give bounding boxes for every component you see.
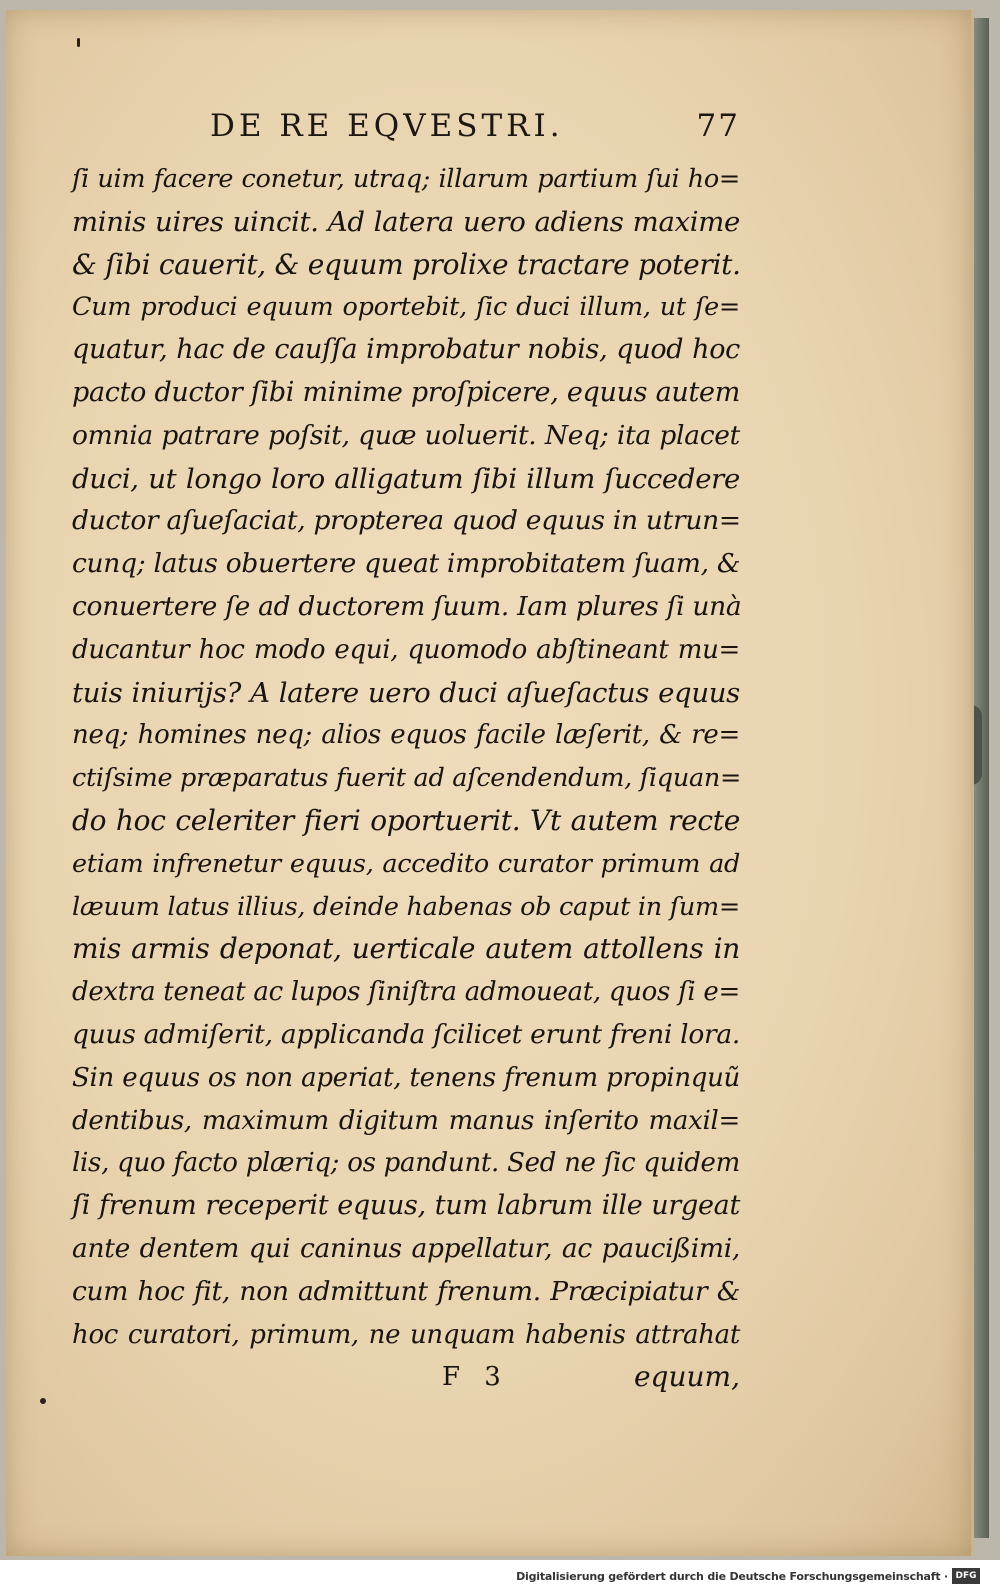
book-page bbox=[6, 10, 974, 1556]
text-line: omnia patrare poſsit, quæ uoluerit. Neq; ita placet bbox=[72, 419, 740, 451]
dfg-logo-icon: DFG bbox=[952, 1568, 980, 1584]
text-line: etiam infrenetur equus, accedito curator primum ad bbox=[72, 848, 740, 879]
text-line: mis armis deponat, uerticale autem attollens in bbox=[72, 932, 740, 966]
text-line: Sin equus os non aperiat, tenens frenum propinquũ bbox=[72, 1062, 740, 1093]
text-line: dextra teneat ac lupos ſiniſtra admoueat, quos ſi e= bbox=[72, 977, 740, 1008]
digitization-footer bbox=[0, 1560, 1000, 1592]
text-line: Cum produci equum oportebit, ſic duci illum, ut ſe= bbox=[72, 292, 740, 323]
text-line: conuertere ſe ad ductorem ſuum. Iam plures ſi unà bbox=[72, 590, 742, 622]
text-line: ante dentem qui caninus appellatur, ac paucißimi, bbox=[72, 1232, 740, 1264]
page-number: 77 bbox=[696, 108, 740, 144]
signature-mark: F 3 bbox=[442, 1362, 509, 1392]
ink-speck bbox=[77, 38, 80, 47]
text-line: do hoc celeriter fieri oportuerit. Vt autem recte bbox=[72, 803, 740, 837]
text-line: cum hoc fit, non admittunt frenum. Præcipiatur & bbox=[72, 1275, 740, 1307]
text-line: læuum latus illius, deinde habenas ob caput in ſum= bbox=[72, 891, 740, 922]
text-line: tuis iniurijs? A latere uero duci aſueſactus equus bbox=[72, 676, 740, 709]
text-line: ducantur hoc modo equi, quomodo abſtineant mu= bbox=[72, 634, 740, 665]
text-line: minis uires uincit. Ad latera uero adiens maxime bbox=[72, 205, 740, 238]
text-line: ſi frenum receperit equus, tum labrum ille urgeat bbox=[72, 1190, 740, 1222]
text-line: dentibus, maximum digitum manus inſerito maxil= bbox=[72, 1105, 740, 1136]
running-head-title: DE RE EQVESTRI. bbox=[210, 108, 564, 144]
catchword: equum, bbox=[633, 1360, 740, 1393]
text-line: lis, quo facto plæriq; os pandunt. Sed ne ſic quidem bbox=[72, 1148, 740, 1179]
text-line: pacto ductor ſibi minime proſpicere, equus autem bbox=[72, 376, 740, 408]
text-line: cunq; latus obuertere queat improbitatem ſuam, & bbox=[72, 548, 741, 580]
text-line: hoc curatori, primum, ne unquam habenis attrahat bbox=[72, 1319, 740, 1350]
text-line: & ſibi cauerit, & equum prolixe tractare poterit. bbox=[72, 247, 741, 281]
text-line: quus admiſerit, applicanda ſcilicet erunt freni lora. bbox=[72, 1018, 740, 1050]
text-line: quatur, hac de cauſſa improbatur nobis, quod hoc bbox=[72, 334, 740, 366]
funding-credit: Digitalisierung gefördert durch die Deutsche Forschungsgemeinschaft · bbox=[516, 1570, 948, 1583]
text-line: ctiſsime præparatus fuerit ad aſcendendum, ſiquan= bbox=[72, 763, 742, 794]
running-head bbox=[210, 108, 740, 148]
text-line: ductor aſueſaciat, propterea quod equus in utrun= bbox=[72, 505, 741, 537]
text-line: duci, ut longo loro alligatum ſibi illum ſuccedere bbox=[72, 462, 740, 495]
text-line: neq; homines neq; alios equos facile læſerit, & re= bbox=[72, 720, 740, 751]
ink-speck bbox=[40, 1398, 46, 1404]
body-text bbox=[72, 158, 740, 1356]
text-line: ſi uim facere conetur, utraq; illarum partium ſui ho= bbox=[72, 164, 740, 194]
